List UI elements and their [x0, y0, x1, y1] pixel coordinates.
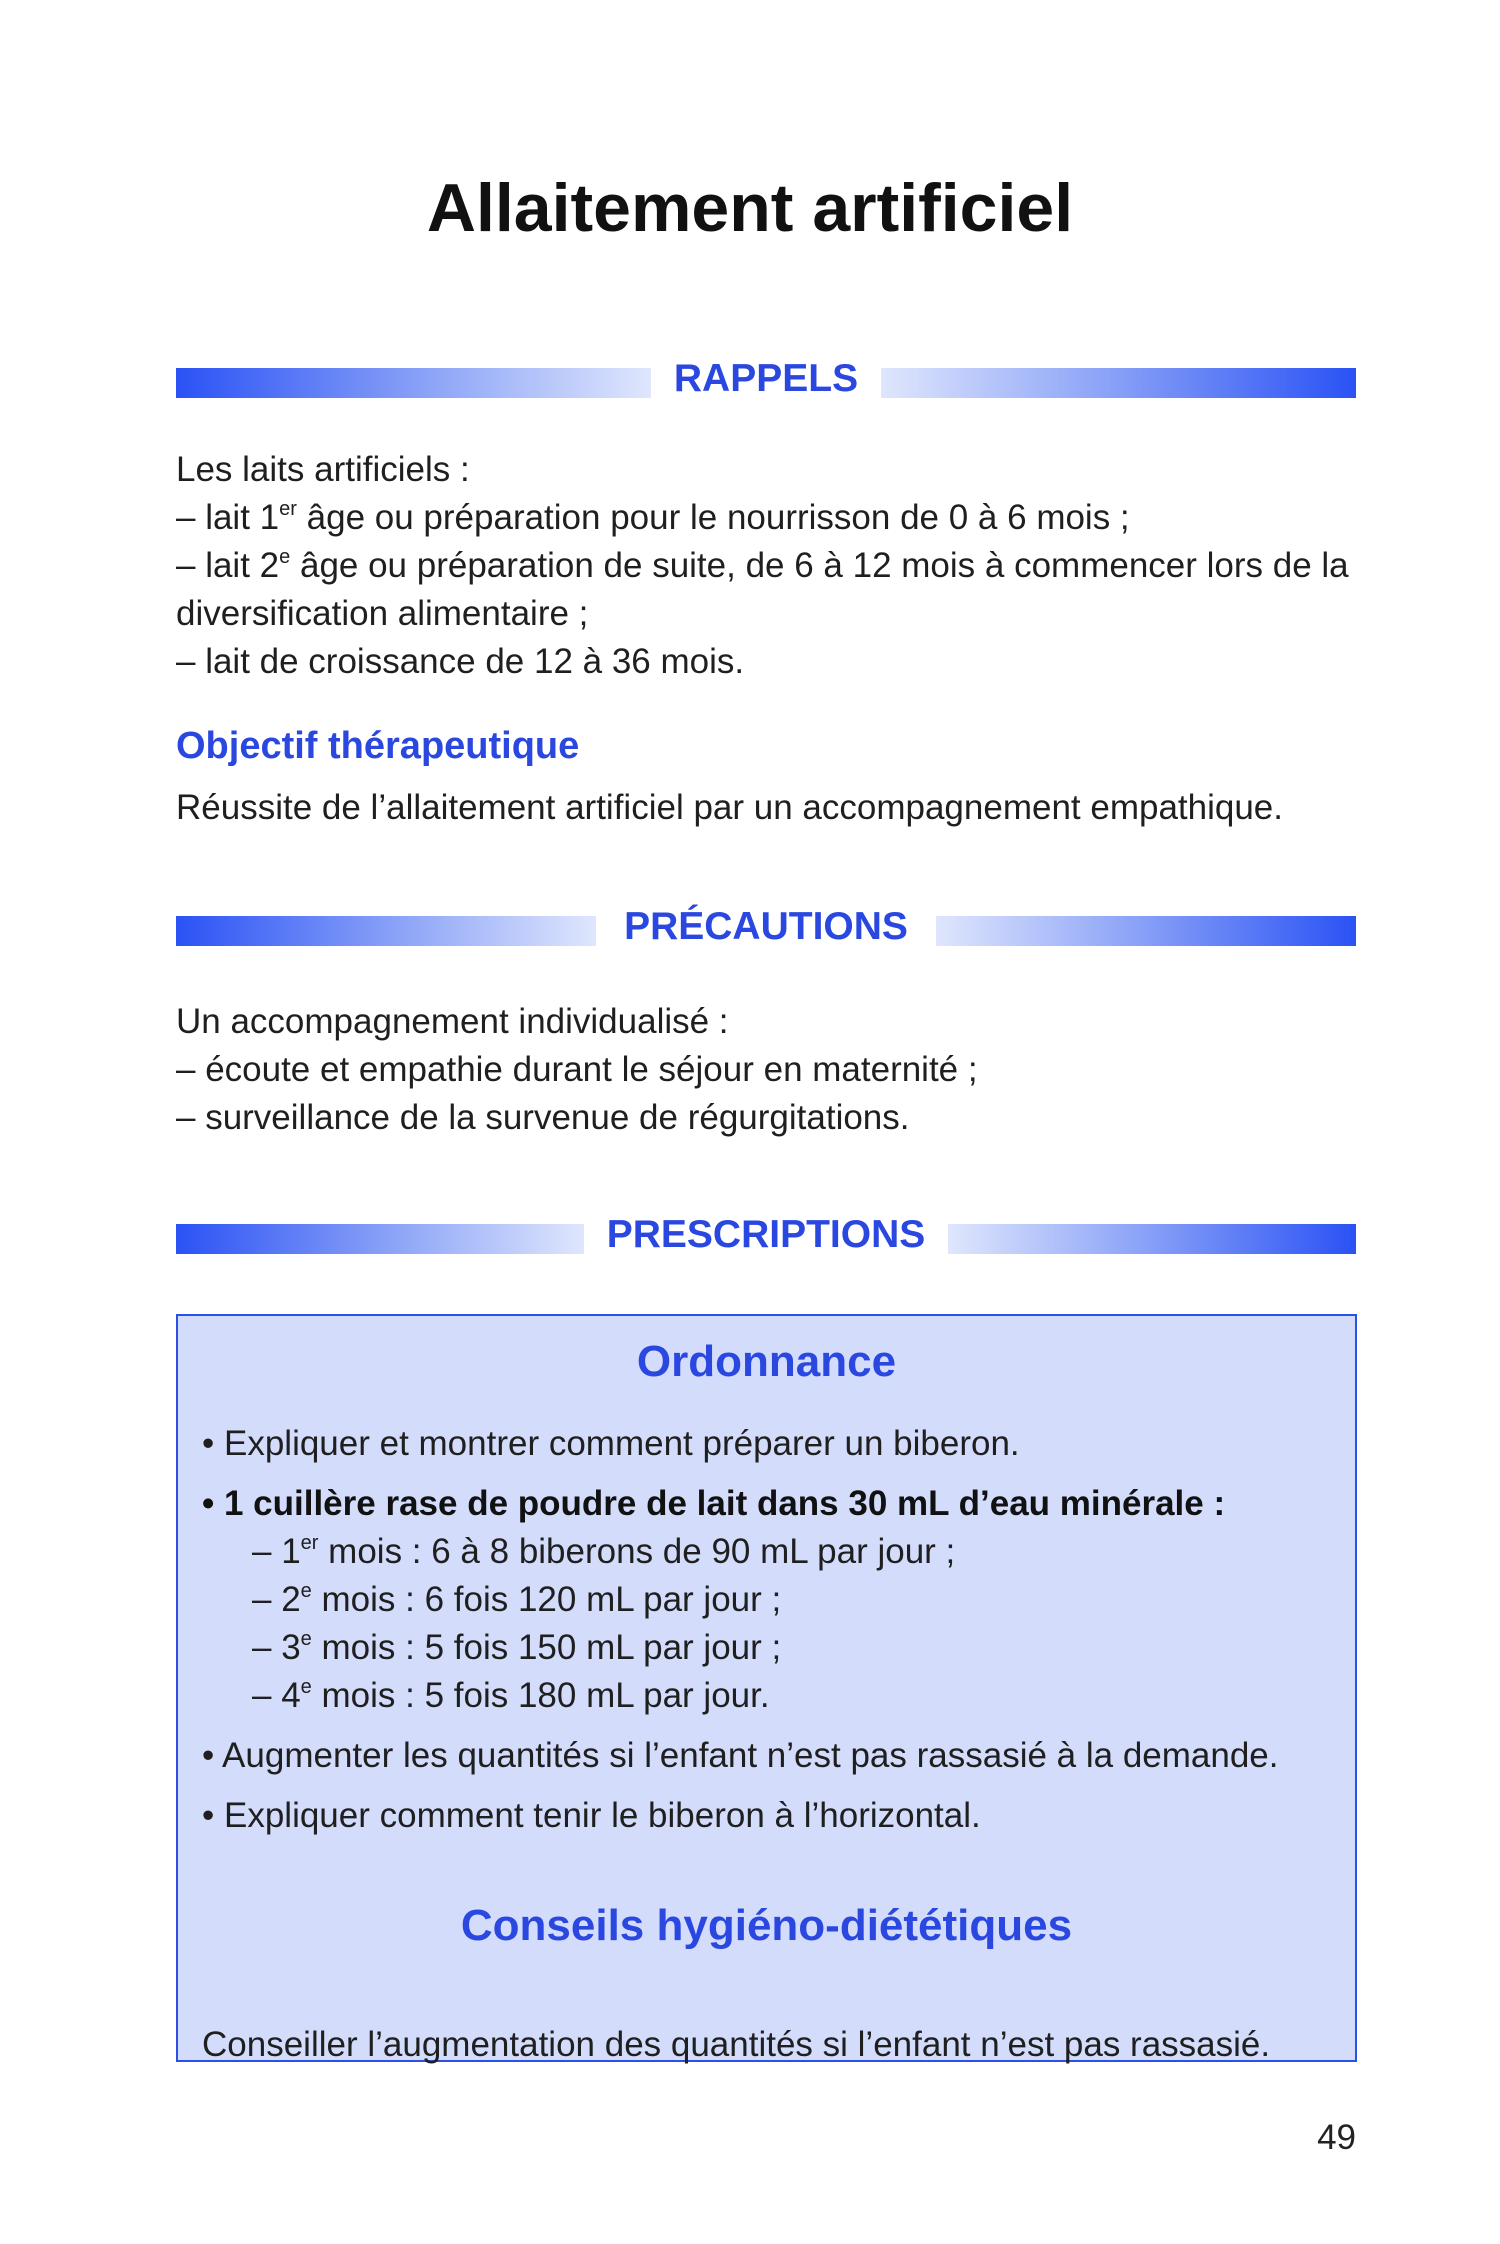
precautions-item-1: – écoute et empathie durant le séjour en maternité ; — [176, 1050, 978, 1089]
objectif-text: Réussite de l’allaitement artificiel par un accompagnement empathique. — [176, 788, 1283, 827]
rappels-intro: Les laits artificiels : — [176, 450, 470, 489]
conseils-heading: Conseils hygiéno-diététiques — [460, 1901, 1073, 1950]
ordonnance-month-1: – 1er mois : 6 à 8 biberons de 90 mL par jour ; — [252, 1532, 956, 1571]
precautions-item-2: – surveillance de la survenue de régurgitations. — [176, 1098, 910, 1137]
ordonnance-bullet-1: • Expliquer et montrer comment préparer un biberon. — [202, 1424, 1020, 1463]
ordonnance-list — [202, 1420, 1332, 1840]
ordonnance-heading: Ordonnance — [636, 1337, 897, 1386]
rappels-item-2: – lait 2e âge ou préparation de suite, de 6 à 12 mois à commencer lors de la diversification alimentaire ; — [176, 546, 1349, 633]
section-header-rappels — [176, 356, 1356, 402]
conseils-text: Conseiller l’augmentation des quantités si l’enfant n’est pas rassasié. — [202, 2025, 1271, 2064]
rappels-text — [176, 446, 1361, 686]
section-title-precautions: PRÉCAUTIONS — [602, 905, 930, 948]
precautions-intro: Un accompagnement individualisé : — [176, 1002, 729, 1041]
section-header-prescriptions — [176, 1212, 1356, 1258]
precautions-text — [176, 998, 1361, 1142]
ordonnance-month-4: – 4e mois : 5 fois 180 mL par jour. — [252, 1676, 770, 1715]
ordonnance-bullet-2: • 1 cuillère rase de poudre de lait dans 30 mL d’eau minérale : — [202, 1484, 1226, 1523]
page-title: Allaitement artificiel — [426, 170, 1074, 246]
prescription-box — [176, 1314, 1357, 2062]
rappels-item-1: – lait 1er âge ou préparation pour le nourrisson de 0 à 6 mois ; — [176, 498, 1130, 537]
rappels-item-3: – lait de croissance de 12 à 36 mois. — [176, 642, 745, 681]
objectif-heading: Objectif thérapeutique — [176, 725, 580, 767]
section-title-rappels: RAPPELS — [652, 357, 880, 400]
section-header-precautions — [176, 904, 1356, 950]
page-number: 49 — [1317, 2118, 1356, 2157]
ordonnance-bullet-4: • Expliquer comment tenir le biberon à l’horizontal. — [202, 1796, 981, 1835]
section-title-prescriptions: PRESCRIPTIONS — [585, 1213, 948, 1256]
ordonnance-bullet-3: • Augmenter les quantités si l’enfant n’est pas rassasié à la demande. — [202, 1736, 1279, 1775]
ordonnance-month-2: – 2e mois : 6 fois 120 mL par jour ; — [252, 1580, 782, 1619]
ordonnance-month-3: – 3e mois : 5 fois 150 mL par jour ; — [252, 1628, 782, 1667]
